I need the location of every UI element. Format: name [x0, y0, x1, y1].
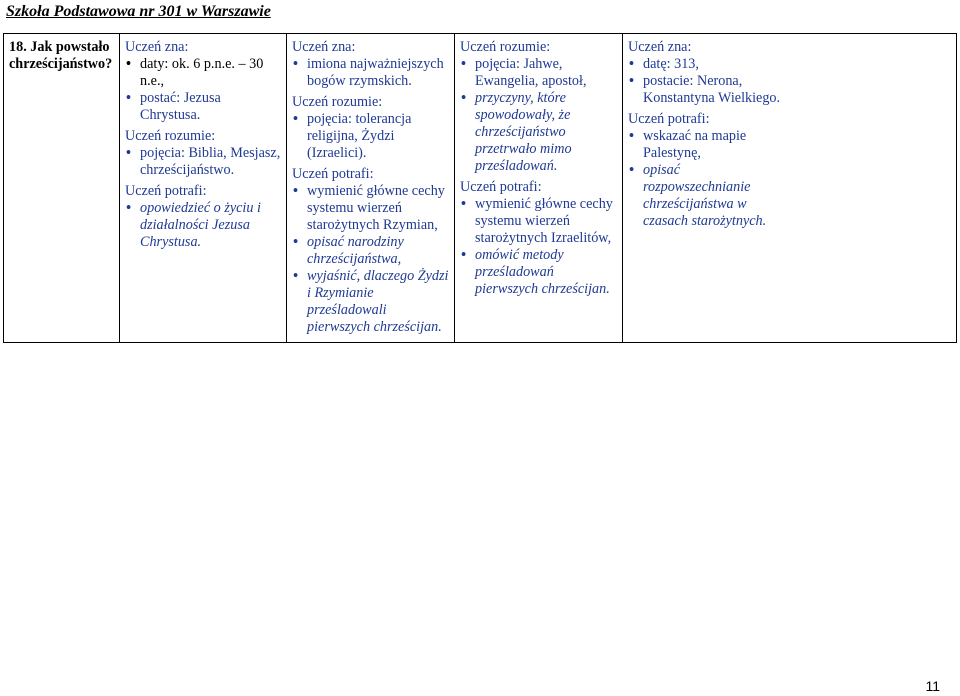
- topic-cell: [4, 34, 120, 343]
- list-item: • daty: ok. 6 p.n.e. – 30 n.e.,: [125, 56, 281, 90]
- rozumie-heading: Uczeń rozumie:: [460, 39, 551, 55]
- zna-heading: Uczeń zna:: [125, 39, 189, 55]
- table-row: [4, 34, 957, 343]
- list-item: • pojęcia: Biblia, Mesjasz, chrześcijaństwo.: [125, 145, 281, 179]
- requirements-cell-advanced: [455, 34, 623, 343]
- curriculum-table: [3, 33, 957, 343]
- list-item: • pojęcia: Jahwe, Ewangelia, apostoł,: [460, 56, 617, 90]
- zna-heading: Uczeń zna:: [292, 39, 356, 55]
- list-item: • omówić metody prześladowań pierwszych chrześcijan.: [460, 247, 617, 298]
- list-item: • postacie: Nerona, Konstantyna Wielkiego.: [628, 73, 786, 107]
- list-item: • wymienić główne cechy systemu wierzeń starożytnych Rzymian,: [292, 183, 449, 234]
- zna-list: [628, 56, 786, 107]
- potrafi-list: [460, 196, 617, 298]
- zna-heading: Uczeń zna:: [628, 39, 692, 55]
- potrafi-list: [628, 128, 786, 230]
- list-item: • przyczyny, które spowodowały, że chrześcijaństwo przetrwało mimo prześladowań.: [460, 90, 617, 175]
- potrafi-heading: Uczeń potrafi:: [125, 183, 207, 199]
- school-header: Szkoła Podstawowa nr 301 w Warszawie: [6, 3, 271, 20]
- potrafi-heading: Uczeń potrafi:: [628, 111, 710, 127]
- rozumie-list: [292, 111, 449, 162]
- list-item: • wymienić główne cechy systemu wierzeń starożytnych Izraelitów,: [460, 196, 617, 247]
- potrafi-list: [125, 200, 281, 251]
- list-item: • wskazać na mapie Palestynę,: [628, 128, 786, 162]
- rozumie-list: [460, 56, 617, 175]
- potrafi-heading: Uczeń potrafi:: [460, 179, 542, 195]
- potrafi-heading: Uczeń potrafi:: [292, 166, 374, 182]
- requirements-cell-basic: [120, 34, 287, 343]
- zna-list: [292, 56, 449, 90]
- requirements-cell-extended: [287, 34, 455, 343]
- list-item: • pojęcia: tolerancja religijna, Żydzi (Izraelici).: [292, 111, 449, 162]
- list-item: • postać: Jezusa Chrystusa.: [125, 90, 281, 124]
- rozumie-list: [125, 145, 281, 179]
- list-item: • opisać narodziny chrześcijaństwa,: [292, 234, 449, 268]
- rozumie-heading: Uczeń rozumie:: [292, 94, 383, 110]
- requirements-cell-excellent: [623, 34, 957, 343]
- lesson-topic: 18. Jak powstało chrześcijaństwo?: [9, 39, 113, 72]
- list-item: • datę: 313,: [628, 56, 786, 73]
- zna-list: [125, 56, 281, 124]
- potrafi-list: [292, 183, 449, 336]
- list-item: • opisać rozpowszechnianie chrześcijaństwa w czasach starożytnych.: [628, 162, 786, 230]
- page-number: 11: [925, 678, 940, 694]
- list-item: • opowiedzieć o życiu i działalności Jezusa Chrystusa.: [125, 200, 281, 251]
- list-item: • imiona najważniejszych bogów rzymskich.: [292, 56, 449, 90]
- rozumie-heading: Uczeń rozumie:: [125, 128, 216, 144]
- list-item: • wyjaśnić, dlaczego Żydzi i Rzymianie prześladowali pierwszych chrześcijan.: [292, 268, 449, 336]
